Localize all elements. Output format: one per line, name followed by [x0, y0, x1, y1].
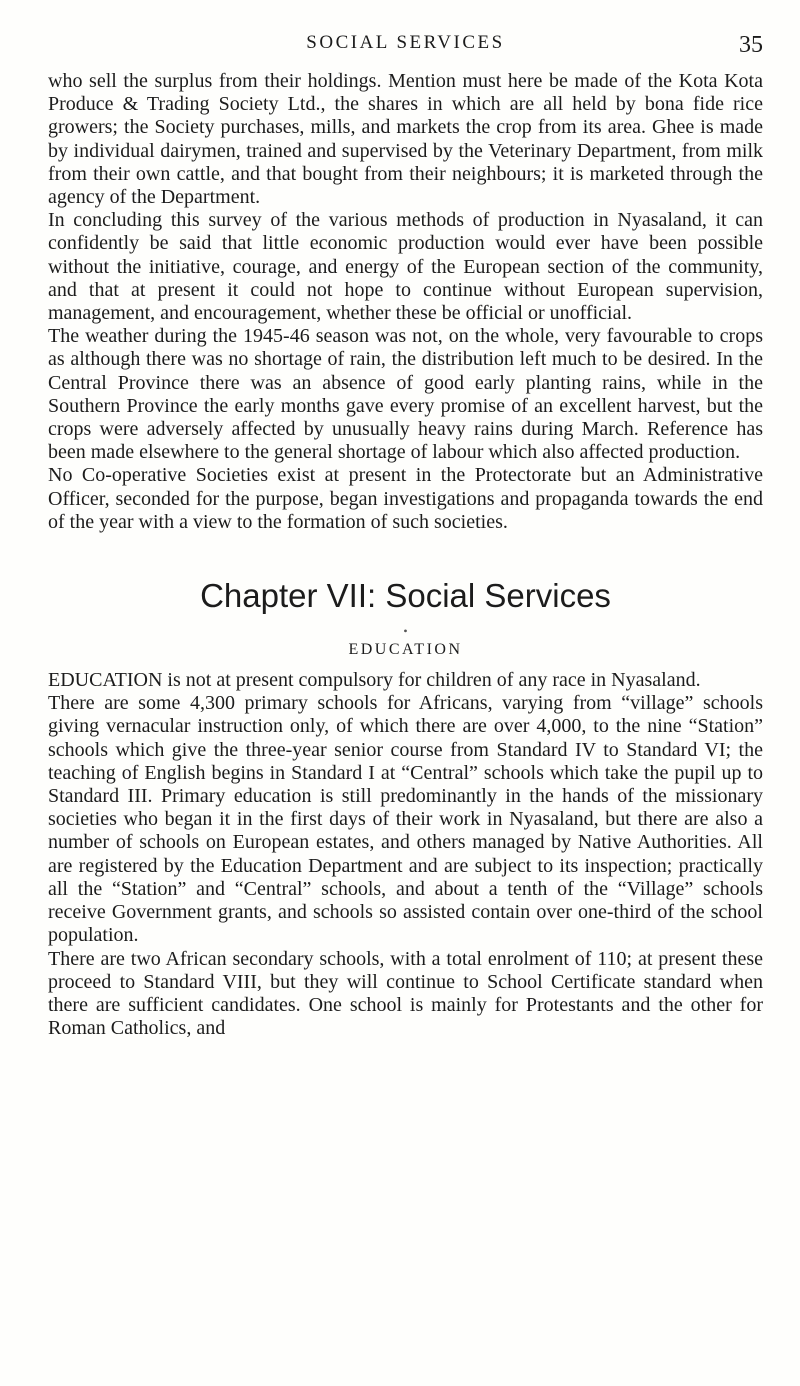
paragraph-concluding-survey: In concluding this survey of the various methods of production in Nyasaland, it can confidently be said that little economic production would ever have been possible without the initiative, courage, and energy of the European section of the community, and that at present it could not hope to continue without European supervision, management, and encouragement, whether these be official or unofficial. — [48, 209, 763, 325]
section-heading: EDUCATION — [348, 641, 463, 659]
paragraph-primary-schools: There are some 4,300 primary schools for Africans, varying from “village” schools giving vernacular instruction only, of which there are over 4,000, to the nine “Station” schools which give the three-year senior course from Standard IV to Standard VI; the teaching of English begins in Standard I at “Central” schools which take the pupil up to Standard III. Primary education is still predominantly in the hands of the missionary societies who began it in the first days of their work in Nyasaland, but there are also a number of schools on European estates, and others managed by Native Authorities. All are registered by the Education Department and are subject to its inspection; practically all the “Station” and “Central” schools, and about a tenth of the “Village” schools receive Government grants, and schools so assisted contain over one-third of the school population. — [48, 692, 763, 947]
chapter-title: Chapter VII: Social Services — [200, 577, 611, 615]
page-number: 35 — [739, 32, 763, 58]
paragraph-secondary-schools: There are two African secondary schools, with a total enrolment of 110; at present these proceed to Standard VIII, but they will continue to School Certificate standard when there are sufficient candidates. One school is mainly for Protestants and the other for Roman Catholics, and — [48, 947, 763, 1040]
document-page — [48, 30, 763, 1040]
running-header — [48, 30, 763, 70]
paragraph-co-operative-societies: No Co-operative Societies exist at present in the Protectorate but an Administrative Officer, seconded for the purpose, began investigations and propaganda towards the end of the year with a view to the formation of such societies. — [48, 464, 763, 533]
ornament-dot: • — [403, 624, 408, 639]
paragraph-weather: The weather during the 1945-46 season was not, on the whole, very favourable to crops as although there was no shortage of rain, the distribution left much to be desired. In the Central Province there was an absence of good early planting rains, while in the Southern Province the early months gave every promise of an excellent harvest, but the crops were adversely affected by unusually heavy rains during March. Reference has been made elsewhere to the general shortage of labour which also affected production. — [48, 325, 763, 464]
paragraph-produce-society: who sell the surplus from their holdings. Mention must here be made of the Kota Kota Produce & Trading Society Ltd., the shares in which are all held by bona fide rice growers; the Society purchases, mills, and markets the crop from its area. Ghee is made by individual dairymen, trained and supervised by the Veterinary Department, from milk from their own cattle, and that bought from their neighbours; it is marketed through the agency of the Department. — [48, 70, 763, 209]
running-title: SOCIAL SERVICES — [306, 32, 505, 53]
paragraph-education-compulsory: EDUCATION is not at present compulsory for children of any race in Nyasaland. — [48, 669, 701, 692]
